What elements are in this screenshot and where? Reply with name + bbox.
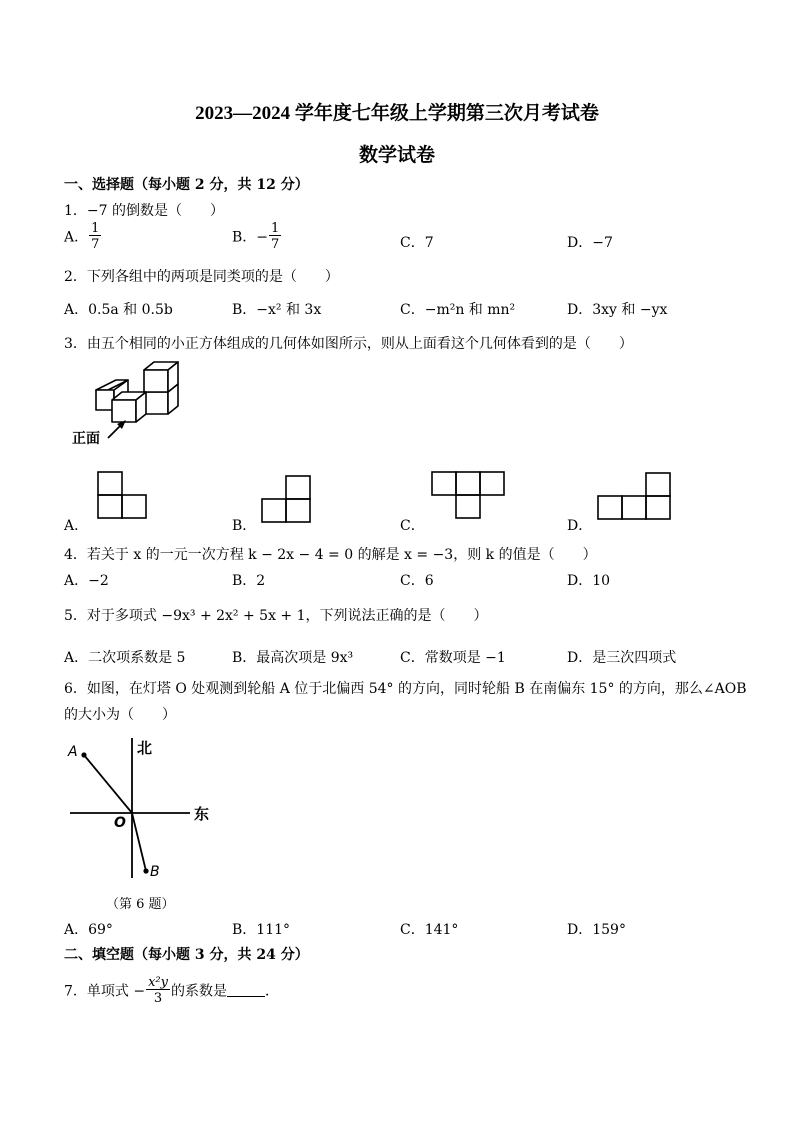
q6-label-o: O (114, 815, 126, 831)
q1-stem: 1．−7 的倒数是（ ） (64, 203, 224, 219)
q3-front-label: 正面 (72, 431, 100, 447)
q1-a-num: 1 (91, 221, 100, 236)
point-b (143, 868, 148, 873)
q7-suffix: 的系数是 (170, 983, 227, 1000)
q3-view-c (432, 472, 506, 522)
point-a (81, 752, 86, 757)
page-subtitle: 数学试卷 (358, 145, 435, 166)
q1-b-den: 7 (271, 237, 280, 252)
q5-stem: 5．对于多项式 −9x³ + 2x² + 5x + 1，下列说法正确的是（ ） (64, 608, 488, 624)
q1-b-fraction (269, 222, 281, 251)
q4-option-d: D．10 (567, 573, 611, 589)
q3-option-a: A． (64, 518, 89, 534)
q6-stem-line1: 6．如图，在灯塔 O 处观测到轮船 A 位于北偏西 54° 的方向，同时轮船 B 在南偏东 15° 的方向，那么∠AOB (64, 681, 747, 697)
q4-option-b: B．2 (232, 573, 266, 589)
q1-a-fraction (89, 222, 101, 251)
q5-option-d: D．是三次四项式 (567, 650, 677, 666)
q3-option-d: D． (567, 518, 593, 534)
q1-a-label: A． (64, 229, 89, 246)
q6-option-c: C．141° (400, 922, 459, 938)
q5-option-a: A．二次项系数是 5 (64, 650, 186, 666)
q7-fraction (146, 976, 170, 1005)
q2-option-b: B．−x² 和 3x (232, 302, 322, 318)
q2-option-c: C．−m²n 和 mn² (400, 302, 516, 318)
q4-option-c: C．6 (400, 573, 434, 589)
q7-den: 3 (153, 991, 163, 1006)
q6-option-a: A．69° (64, 922, 113, 938)
q3-view-a (98, 472, 148, 522)
q3-view-b (262, 476, 312, 526)
q4-stem: 4．若关于 x 的一元一次方程 k − 2x − 4 = 0 的解是 x = −3，则 k 的值是（ ） (64, 547, 597, 563)
section-1-heading: 一、选择题（每小题 2 分，共 12 分） (64, 177, 309, 193)
q1-a-den: 7 (91, 237, 100, 252)
q3-option-b: B． (232, 518, 257, 534)
q3-view-d (598, 473, 672, 523)
q6-label-east: 东 (194, 805, 210, 823)
q1-option-d: D．−7 (567, 235, 613, 251)
q1-b-label: B．− (232, 229, 269, 246)
q6-label-b: B (150, 864, 160, 880)
q2-option-d: D．3xy 和 −yx (567, 302, 668, 318)
q6-figure-caption: （第 6 题） (106, 897, 175, 912)
q1-option-a (64, 222, 102, 251)
q7-answer-blank[interactable] (227, 982, 265, 997)
q6-option-d: D．159° (567, 922, 626, 938)
q6-label-a: A (68, 744, 78, 760)
page-title: 2023—2024 学年度七年级上学期第三次月考试卷 (195, 103, 599, 124)
q6-label-north: 北 (137, 739, 153, 757)
q7-end: ． (264, 983, 279, 1000)
q1-option-b (232, 222, 282, 251)
q7 (64, 976, 279, 1005)
q3-stem: 3．由五个相同的小正方体组成的几何体如图所示，则从上面看这个几何体看到的是（ ） (64, 336, 633, 352)
q5-option-b: B．最高次项是 9x³ (232, 650, 354, 666)
q2-option-a: A．0.5a 和 0.5b (64, 302, 173, 318)
q1-option-c: C．7 (400, 235, 434, 251)
q6-option-b: B．111° (232, 922, 291, 938)
q1-b-num: 1 (271, 221, 280, 236)
q6-stem-line2: 的大小为（ ） (64, 707, 176, 723)
q5-option-c: C．常数项是 −1 (400, 650, 506, 666)
q2-stem: 2．下列各组中的两项是同类项的是（ ） (64, 269, 339, 285)
q4-option-a: A．−2 (64, 573, 109, 589)
q7-num: x²y (148, 975, 168, 990)
q3-option-c: C． (400, 518, 425, 534)
section-2-heading: 二、填空题（每小题 3 分，共 24 分） (64, 947, 309, 963)
q7-prefix: 7．单项式 − (64, 983, 146, 1000)
